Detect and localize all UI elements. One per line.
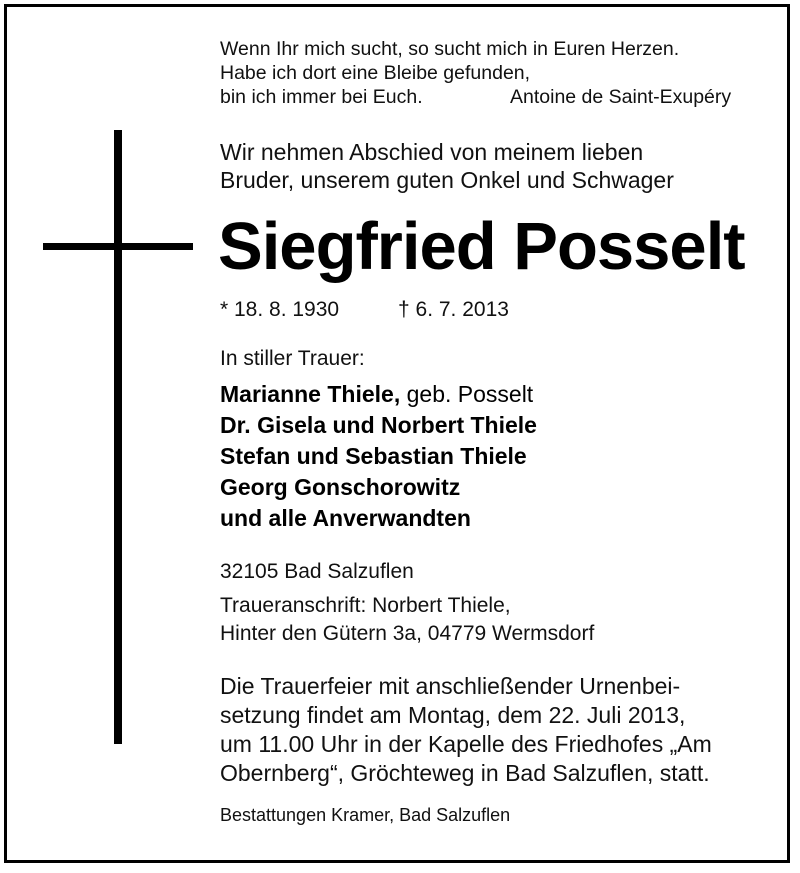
mourning-intro: In stiller Trauer:	[220, 347, 365, 370]
birth-date: * 18. 8. 1930	[220, 298, 340, 321]
address-contact-line-1: Traueranschrift: Norbert Thiele,	[220, 594, 511, 617]
ceremony-line-2: setzung findet am Montag, dem 22. Juli 2013,	[220, 702, 686, 728]
mourner-name: Dr. Gisela und Norbert Thiele	[220, 412, 537, 438]
mourner-name: und alle Anverwandten	[220, 505, 471, 531]
death-date: † 6. 7. 2013	[398, 298, 509, 321]
quote-line-2: Habe ich dort eine Bleibe gefunden,	[220, 62, 531, 84]
ceremony-line-1: Die Trauerfeier mit anschließender Urnenbei-	[220, 673, 681, 699]
quote-author: Antoine de Saint-Exupéry	[510, 86, 732, 108]
mourner-name: Marianne Thiele,	[220, 381, 401, 407]
ceremony-line-4: Obernberg“, Gröchteweg in Bad Salzuflen, statt.	[220, 760, 710, 786]
cross-horizontal-bar	[43, 243, 193, 250]
undertaker: Bestattungen Kramer, Bad Salzuflen	[220, 805, 511, 825]
mourner-1	[220, 380, 533, 409]
mourner-4	[220, 473, 460, 502]
intro-line-2: Bruder, unserem guten Onkel und Schwager	[220, 167, 674, 193]
mourner-suffix: geb. Posselt	[400, 381, 534, 407]
mourner-3	[220, 442, 527, 471]
deceased-name: Siegfried Posselt	[218, 209, 745, 284]
mourner-2	[220, 411, 537, 440]
address-city: 32105 Bad Salzuflen	[220, 560, 414, 583]
mourner-name: Stefan und Sebastian Thiele	[220, 443, 527, 469]
intro-line-1: Wir nehmen Abschied von meinem lieben	[220, 139, 644, 165]
quote-line-1: Wenn Ihr mich sucht, so sucht mich in Euren Herzen.	[220, 38, 680, 60]
address-contact-line-2: Hinter den Gütern 3a, 04779 Wermsdorf	[220, 622, 595, 645]
mourner-name: Georg Gonschorowitz	[220, 474, 461, 500]
ceremony-line-3: um 11.00 Uhr in der Kapelle des Friedhofes „Am	[220, 731, 712, 757]
cross-vertical-bar	[114, 130, 122, 744]
quote-line-3: bin ich immer bei Euch.	[220, 86, 423, 108]
mourner-5	[220, 504, 471, 533]
